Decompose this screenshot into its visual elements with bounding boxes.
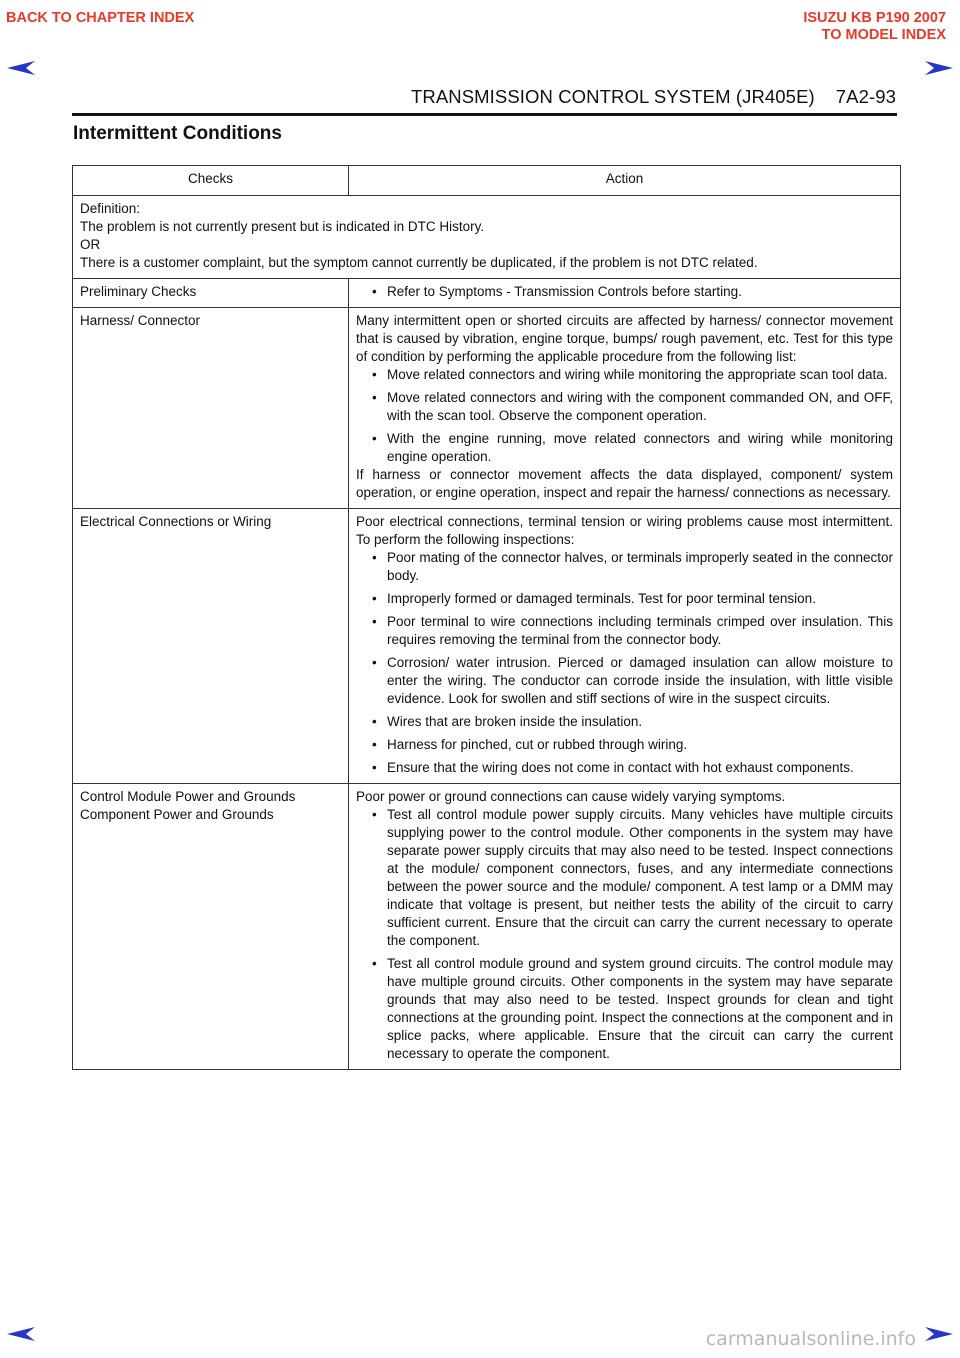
back-to-chapter-index-link[interactable]: BACK TO CHAPTER INDEX (6, 10, 195, 26)
next-page-arrow-bottom-icon[interactable] (924, 1326, 954, 1342)
action-cell (349, 509, 901, 784)
action-intro: Many intermittent open or shorted circuits are affected by harness/ connector movement that is caused by vibration, engine torque, bumps/ rough pavement, etc. Test for this type of condition by performing the applicable procedure from the following list: (356, 313, 893, 364)
definition-row (73, 196, 901, 279)
action-bullet: • Move related connectors and wiring while monitoring the appropriate scan tool data. (356, 366, 893, 384)
action-bullet: • Wires that are broken inside the insulation. (356, 713, 893, 731)
definition-or: OR (80, 237, 101, 252)
action-intro: Poor electrical connections, terminal tension or wiring problems cause most intermittent. To perform the following inspections: (356, 514, 893, 547)
diagnostic-table (72, 165, 901, 1070)
table-row (73, 509, 901, 784)
previous-page-arrow-bottom-icon[interactable] (6, 1326, 36, 1342)
table-row (73, 784, 901, 1070)
previous-page-arrow-icon[interactable] (6, 60, 36, 76)
action-cell (349, 308, 901, 509)
column-header-action: Action (349, 166, 901, 196)
action-bullet: • Test all control module power supply circuits. Many vehicles have multiple circuits supplying power to the control module. Other components in the system may have separate power supply circuits that may also need to be tested. Inspect connections at the module/ component connectors, fuses, and any intermediate connections between the power source and the module/ component. A test lamp or a DMM may indicate that voltage is present, but neither tests the ability of the circuit to carry sufficient current. Ensure that the circuit can carry the current necessary to operate the component. (356, 806, 893, 950)
definition-text: The problem is not currently present but is indicated in DTC History. (80, 219, 485, 234)
action-bullet: • Move related connectors and wiring with the component commanded ON, and OFF, with the scan tool. Observe the component operation. (356, 389, 893, 425)
action-bullet: • Ensure that the wiring does not come in contact with hot exhaust components. (356, 759, 893, 777)
action-cell (349, 784, 901, 1070)
column-header-checks: Checks (73, 166, 349, 196)
model-title-link[interactable]: ISUZU KB P190 2007 (803, 10, 946, 26)
check-cell: Control Module Power and Grounds Component Power and Grounds (73, 784, 349, 1070)
action-bullet: • Refer to Symptoms - Transmission Controls before starting. (356, 283, 893, 301)
running-header: TRANSMISSION CONTROL SYSTEM (JR405E) 7A2-93 (410, 86, 896, 107)
header-rule (72, 113, 897, 116)
action-bullet: • Improperly formed or damaged terminals. Test for poor terminal tension. (356, 590, 893, 608)
table-header-row (73, 166, 901, 196)
next-page-arrow-icon[interactable] (924, 60, 954, 76)
action-bullet: • Test all control module ground and system ground circuits. The control module may have multiple ground circuits. Other components in the system may have separate grounds that may also need to be tested. Inspect grounds for clean and tight connections at the grounding point. Inspect the connections at the component and in splice packs, where applicable. Ensure that the circuit can carry the current necessary to operate the component. (356, 955, 893, 1063)
action-cell (349, 279, 901, 308)
section-title: Intermittent Conditions (73, 123, 282, 144)
check-cell: Preliminary Checks (73, 279, 349, 308)
model-index-block (803, 10, 946, 44)
action-bullet: • Poor mating of the connector halves, or terminals improperly seated in the connector body. (356, 549, 893, 585)
action-outro: If harness or connector movement affects the data displayed, component/ system operation, or engine operation, inspect and repair the harness/ connections as necessary. (356, 467, 893, 500)
check-cell: Electrical Connections or Wiring (73, 509, 349, 784)
table-row (73, 279, 901, 308)
to-model-index-link[interactable]: TO MODEL INDEX (821, 27, 946, 43)
definition-label: Definition: (80, 201, 141, 216)
check-cell: Harness/ Connector (73, 308, 349, 509)
definition-cell (73, 196, 901, 279)
action-bullet: • Corrosion/ water intrusion. Pierced or damaged insulation can allow moisture to enter the wiring. The conductor can corrode inside the insulation, with little visible evidence. Look for swollen and stiff sections of wire in the suspect circuits. (356, 654, 893, 708)
table-row (73, 308, 901, 509)
action-intro: Poor power or ground connections can cause widely varying symptoms. (356, 789, 786, 804)
definition-text-2: There is a customer complaint, but the symptom cannot currently be duplicated, if the problem is not DTC related. (80, 255, 758, 270)
action-bullet: • Harness for pinched, cut or rubbed through wiring. (356, 736, 893, 754)
action-bullet: • With the engine running, move related connectors and wiring while monitoring engine operation. (356, 430, 893, 466)
action-bullet: • Poor terminal to wire connections including terminals crimped over insulation. This requires removing the terminal from the connector body. (356, 613, 893, 649)
watermark-text: carmanualsonline.info (705, 1328, 916, 1350)
